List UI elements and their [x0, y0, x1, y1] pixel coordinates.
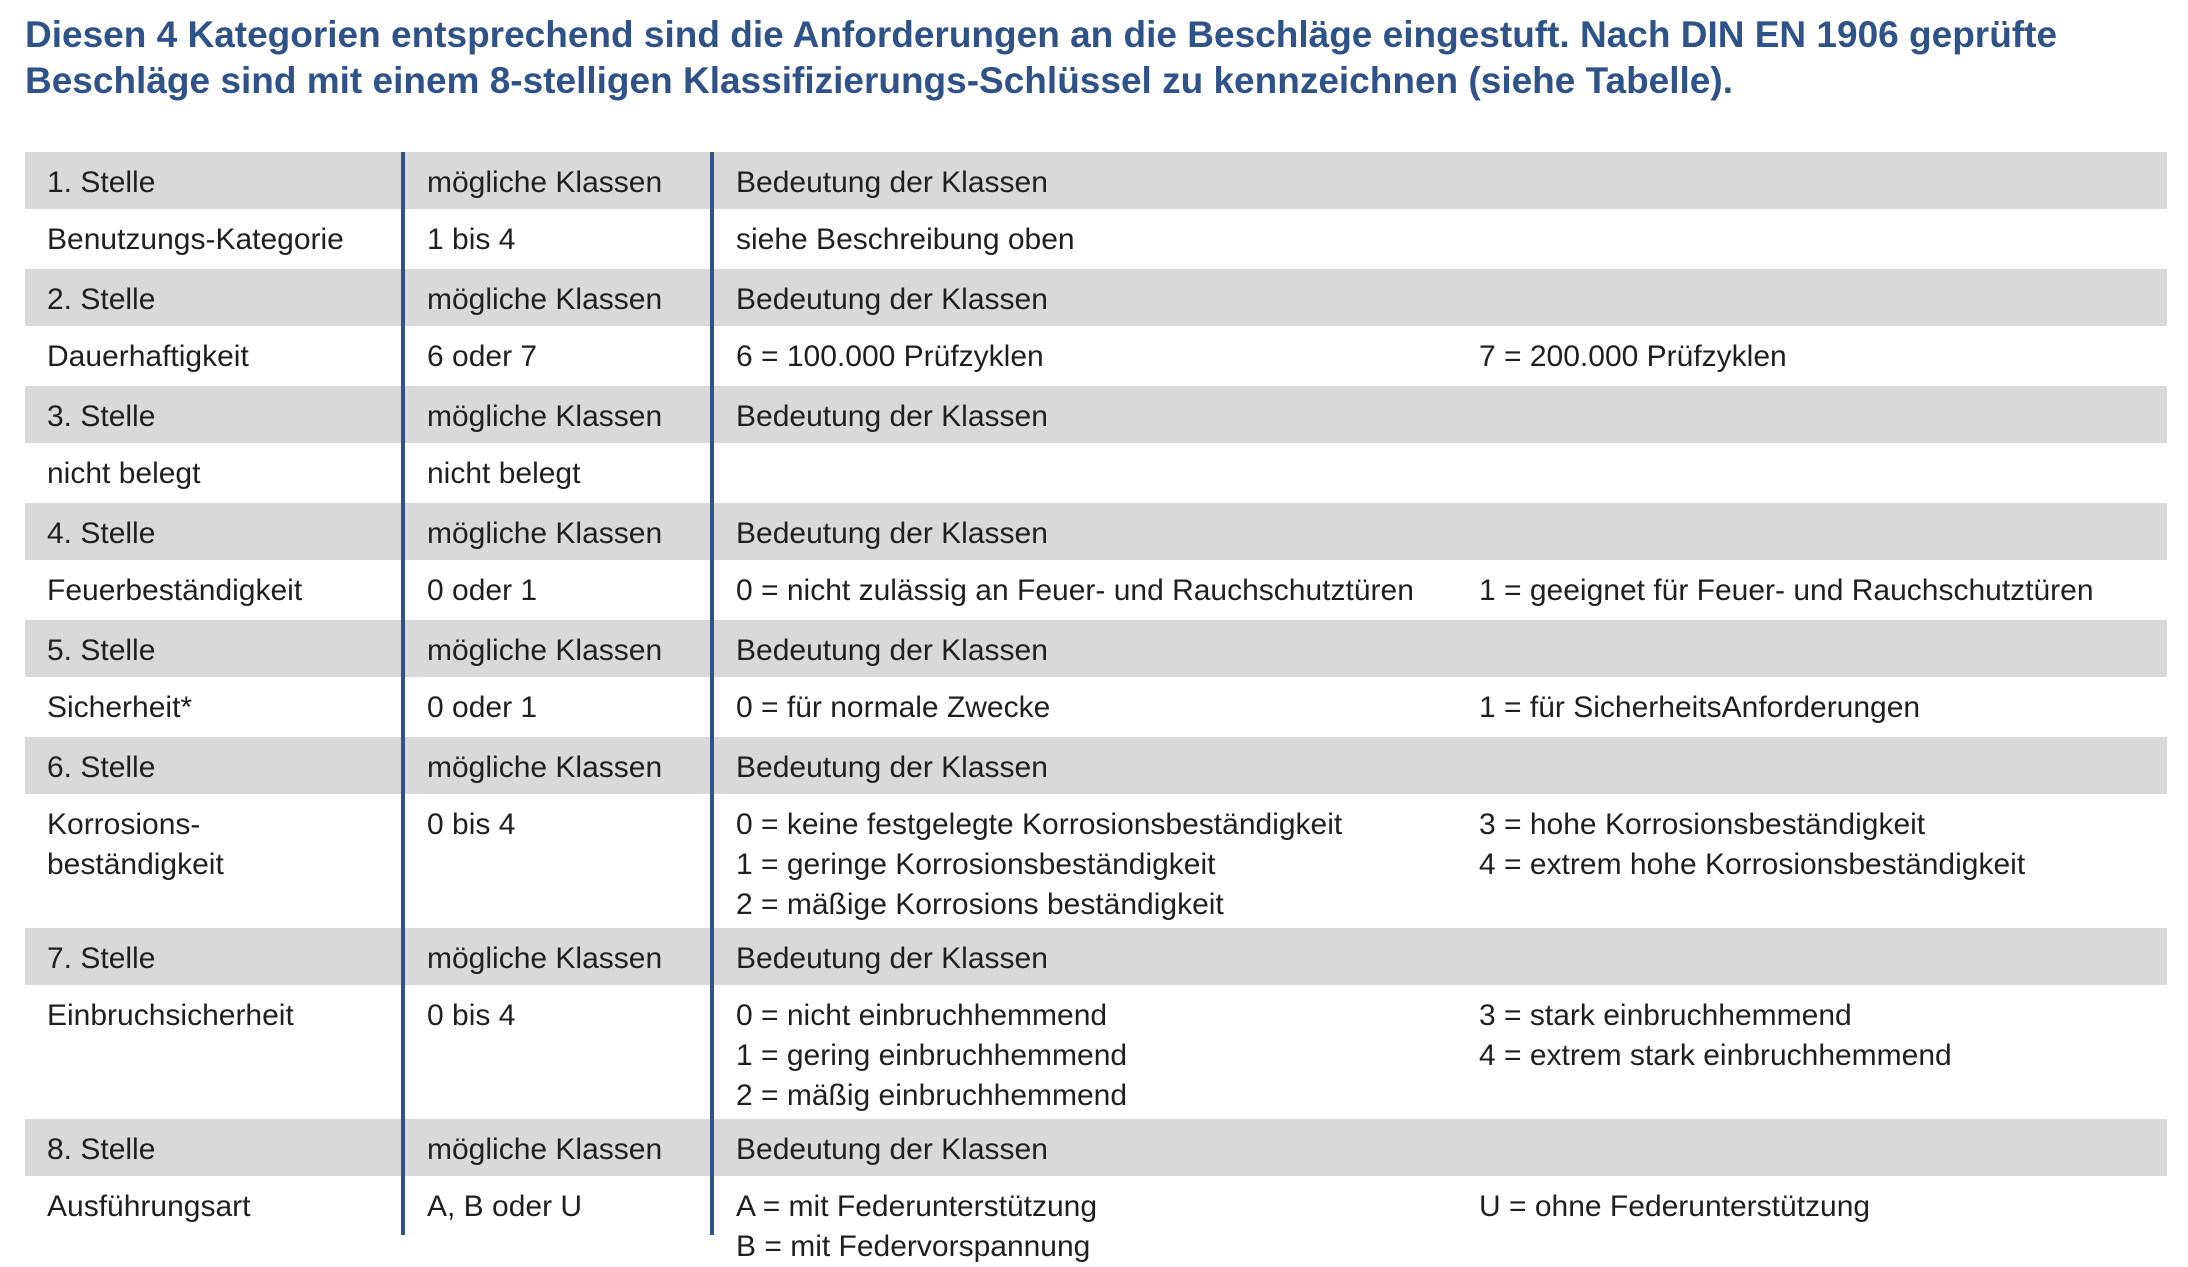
table-header-row — [25, 620, 2167, 677]
meaning-line: 3 = hohe Korrosionsbeständigkeit — [1479, 808, 1926, 841]
meaning-value — [712, 996, 1479, 1116]
classes-value: 0 oder 1 — [427, 574, 538, 607]
category-label: Benutzungs-Kategorie — [47, 223, 344, 256]
meaning-header: Bedeutung der Klassen — [736, 751, 1048, 784]
meaning-a: A = mit Federunterstützung — [736, 1190, 1098, 1223]
category-label-line: Korrosions- — [47, 808, 201, 841]
table-header-row — [25, 386, 2167, 443]
classes-value: nicht belegt — [427, 457, 581, 490]
meaning-header: Bedeutung der Klassen — [736, 283, 1048, 316]
classes-value: 0 oder 1 — [427, 691, 538, 724]
meaning-value: 0 = nicht zulässig an Feuer- und Rauchschutztüren — [736, 574, 1414, 607]
intro-text — [25, 12, 2165, 104]
meaning-header: Bedeutung der Klassen — [736, 166, 1048, 199]
meaning-line: 0 = nicht einbruchhemmend — [736, 999, 1108, 1032]
table-header-row — [25, 928, 2167, 985]
meaning-value-extra — [1479, 996, 2167, 1076]
meaning-header: Bedeutung der Klassen — [736, 1133, 1048, 1166]
meaning-header: Bedeutung der Klassen — [736, 634, 1048, 667]
classes-value: 0 bis 4 — [427, 999, 516, 1032]
meaning-line: 1 = gering einbruchhemmend — [736, 1039, 1128, 1072]
table-header-row — [25, 737, 2167, 794]
table-row — [25, 986, 2167, 1118]
position-label: 7. Stelle — [47, 942, 156, 975]
classes-value: 6 oder 7 — [427, 340, 538, 373]
classification-table — [25, 152, 2167, 1263]
meaning-line: 1 = geringe Korrosionsbeständigkeit — [736, 848, 1216, 881]
meaning-value-extra: U = ohne Federunterstützung — [1479, 1190, 1871, 1223]
position-label: 3. Stelle — [47, 400, 156, 433]
position-label: 4. Stelle — [47, 517, 156, 550]
classes-header: mögliche Klassen — [427, 634, 663, 667]
table-row — [25, 210, 2167, 268]
category-label: Ausführungsart — [47, 1190, 251, 1223]
meaning-value: 0 = für normale Zwecke — [736, 691, 1051, 724]
meaning-line: 2 = mäßige Korrosions beständigkeit — [736, 888, 1224, 921]
table-row — [25, 444, 2167, 502]
classes-header: mögliche Klassen — [427, 166, 663, 199]
intro-line-1: Diesen 4 Kategorien entsprechend sind die Anforderungen an die Beschläge eingestuft. Nach DIN EN 1906 geprüfte — [25, 14, 2058, 55]
position-label: 1. Stelle — [47, 166, 156, 199]
table-header-row — [25, 1119, 2167, 1176]
meaning-value-extra: 1 = für SicherheitsAnforderungen — [1479, 691, 1921, 724]
column-divider — [710, 152, 714, 1235]
meaning-line: 4 = extrem hohe Korrosionsbeständigkeit — [1479, 848, 2026, 881]
classes-header: mögliche Klassen — [427, 942, 663, 975]
position-label: 5. Stelle — [47, 634, 156, 667]
table-header-row — [25, 269, 2167, 326]
meaning-value: siehe Beschreibung oben — [736, 223, 1075, 256]
meaning-value: 6 = 100.000 Prüfzyklen — [736, 340, 1044, 373]
table-row — [25, 561, 2167, 619]
meaning-value — [712, 805, 1479, 925]
category-label: nicht belegt — [47, 457, 201, 490]
classes-header: mögliche Klassen — [427, 1133, 663, 1166]
category-label: Einbruchsicherheit — [47, 999, 294, 1032]
table-row — [25, 327, 2167, 385]
meaning-value-extra: 1 = geeignet für Feuer- und Rauchschutztüren — [1479, 574, 2094, 607]
meaning-value — [712, 1187, 1479, 1267]
category-label-line: beständigkeit — [47, 848, 224, 881]
meaning-header: Bedeutung der Klassen — [736, 517, 1048, 550]
table-header-row — [25, 152, 2167, 209]
classes-header: mögliche Klassen — [427, 283, 663, 316]
table-header-row — [25, 503, 2167, 560]
classes-header: mögliche Klassen — [427, 400, 663, 433]
table-row — [25, 678, 2167, 736]
meaning-header: Bedeutung der Klassen — [736, 942, 1048, 975]
classes-header: mögliche Klassen — [427, 517, 663, 550]
meaning-line: 3 = stark einbruchhemmend — [1479, 999, 1852, 1032]
category-label: Dauerhaftigkeit — [47, 340, 249, 373]
category-label: Sicherheit* — [47, 691, 193, 724]
position-label: 8. Stelle — [47, 1133, 156, 1166]
classes-header: mögliche Klassen — [427, 751, 663, 784]
meaning-line: 4 = extrem stark einbruchhemmend — [1479, 1039, 1952, 1072]
position-label: 6. Stelle — [47, 751, 156, 784]
meaning-b: B = mit Federvorspannung — [736, 1230, 1091, 1263]
category-label — [25, 805, 403, 885]
meaning-header: Bedeutung der Klassen — [736, 400, 1048, 433]
classes-value: 0 bis 4 — [427, 808, 516, 841]
meaning-value-extra: 7 = 200.000 Prüfzyklen — [1479, 340, 1787, 373]
position-label: 2. Stelle — [47, 283, 156, 316]
intro-line-2: Beschläge sind mit einem 8-stelligen Klassifizierungs-Schlüssel zu kennzeichnen (siehe Tabelle). — [25, 60, 1733, 101]
category-label: Feuerbeständigkeit — [47, 574, 303, 607]
classes-value: 1 bis 4 — [427, 223, 516, 256]
table-row — [25, 795, 2167, 927]
column-divider — [401, 152, 405, 1235]
table-row — [25, 1177, 2167, 1263]
meaning-value-extra — [1479, 805, 2167, 885]
meaning-line: 2 = mäßig einbruchhemmend — [736, 1079, 1128, 1112]
classes-value: A, B oder U — [427, 1190, 583, 1223]
meaning-line: 0 = keine festgelegte Korrosionsbeständigkeit — [736, 808, 1343, 841]
